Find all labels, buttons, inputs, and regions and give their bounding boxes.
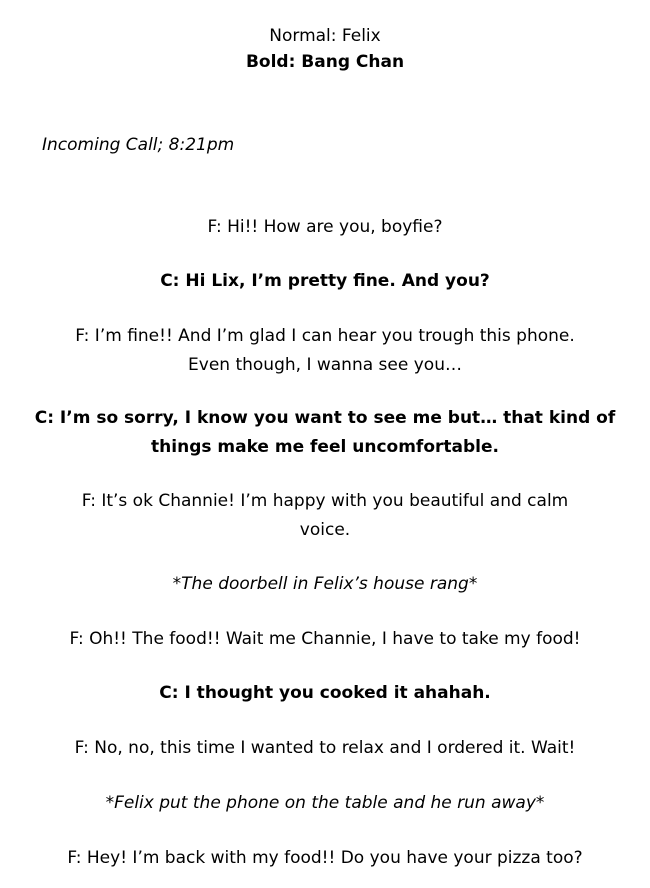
call-info: Incoming Call; 8:21pm [42,135,235,155]
legend-bold: Bold: Bang Chan [245,52,405,72]
dialogue-line-felix-cont: Even though, I wanna see you… [188,355,462,375]
dialogue-line-felix: F: No, no, this time I wanted to relax and I ordered it. Wait! [74,738,576,758]
dialogue-line-felix: F: I’m fine!! And I’m glad I can hear you trough this phone. [75,326,575,346]
stage-direction: *The doorbell in Felix’s house rang* [172,574,478,594]
dialogue-line-felix: F: Oh!! The food!! Wait me Channie, I have to take my food! [69,629,581,649]
dialogue-line-chan: C: I thought you cooked it ahahah. [159,683,491,703]
dialogue-line-felix: F: Hey! I’m back with my food!! Do you have your pizza too? [67,848,583,868]
dialogue-line-chan-cont: things make me feel uncomfortable. [151,437,499,457]
dialogue-line-felix: F: It’s ok Channie! I’m happy with you beautiful and calm [81,491,569,511]
stage-direction: *Felix put the phone on the table and he run away* [105,793,545,813]
dialogue-line-felix: F: Hi!! How are you, boyfie? [207,217,443,237]
dialogue-line-chan: C: I’m so sorry, I know you want to see me but… that kind of [34,408,616,428]
legend-normal: Normal: Felix [269,26,381,46]
dialogue-line-chan: C: Hi Lix, I’m pretty fine. And you? [160,271,490,291]
dialogue-line-felix-cont: voice. [299,520,351,540]
